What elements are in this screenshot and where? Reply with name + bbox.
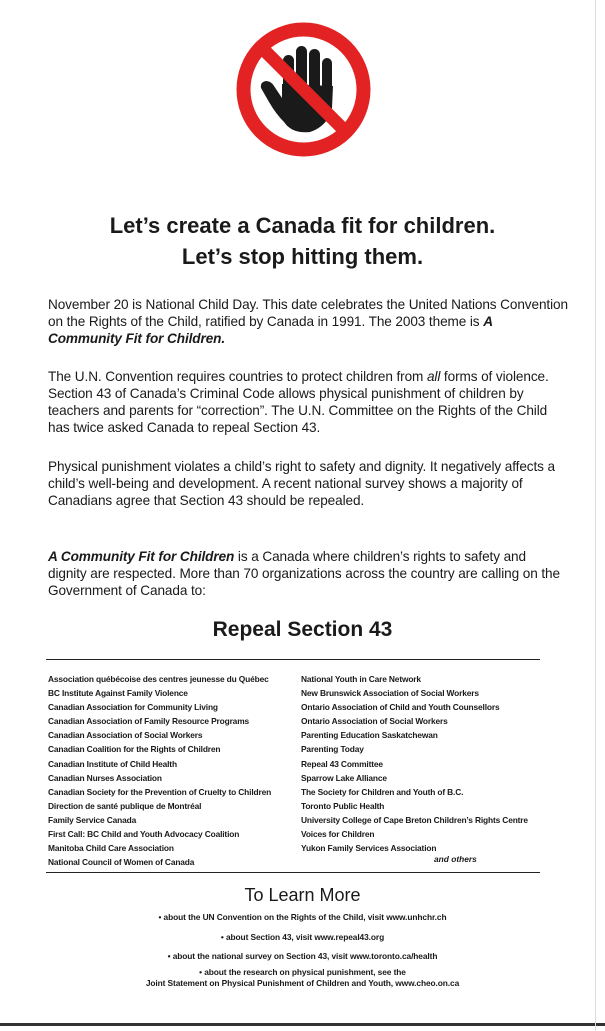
and-others-note: and others: [434, 854, 477, 864]
headline-line-1: Let’s create a Canada fit for children.: [109, 213, 496, 238]
organization-item: University College of Cape Breton Children’s Rights Centre: [301, 814, 528, 825]
repeal-heading: Repeal Section 43: [212, 618, 393, 641]
learn-more-research-line-1: • about the research on physical punishment, see the: [199, 967, 406, 977]
headline-line-2: Let’s stop hitting them.: [181, 244, 424, 269]
paragraph-un-convention: [48, 368, 568, 436]
organization-item: Repeal 43 Committee: [301, 758, 383, 769]
organization-item: First Call: BC Child and Youth Advocacy Coalition: [48, 829, 240, 840]
organization-item: Canadian Nurses Association: [48, 772, 162, 783]
organization-item: Canadian Association for Community Living: [48, 702, 218, 713]
paragraph-text: is a Canada where children’s rights to safety and dignity are respected. More than 70 organizations across the country are calling on the Government of Canada to:: [48, 549, 560, 598]
paragraph-national-child-day: [48, 296, 568, 347]
organization-item: Canadian Society for the Prevention of Cruelty to Children: [48, 786, 272, 797]
organization-item: Direction de santé publique de Montréal: [48, 800, 202, 811]
organization-item: New Brunswick Association of Social Workers: [301, 688, 479, 699]
organization-item: Canadian Coalition for the Rights of Children: [48, 744, 221, 755]
page-bottom-border: [0, 1023, 605, 1026]
organization-item: Association québécoise des centres jeunesse du Québec: [48, 674, 269, 684]
learn-more-section-43: • about Section 43, visit www.repeal43.org: [220, 932, 385, 942]
organizations-right-column: [301, 672, 528, 855]
organization-item: Canadian Association of Social Workers: [48, 730, 203, 741]
paragraph-text: forms of violence. Section 43 of Canada’s Criminal Code allows physical punishment of children by teachers and parents for “correction”. The U.N. Committee on the Rights of the Child has twice asked Canada to repeal Section 43.: [48, 369, 549, 435]
organization-item: Manitoba Child Care Association: [48, 843, 174, 854]
organization-item: Sparrow Lake Alliance: [301, 772, 387, 783]
organization-item: National Youth in Care Network: [301, 674, 421, 684]
paragraph-physical-punishment: Physical punishment violates a child’s right to safety and dignity. It negatively affects a child’s well-being and development. A recent national survey shows a majority of Canadians agree that Section 43 should be repealed.: [48, 459, 555, 508]
organization-item: Ontario Association of Child and Youth Counsellors: [301, 702, 500, 713]
community-emphasis: A Community Fit for Children: [48, 549, 235, 564]
learn-more-un-convention: • about the UN Convention on the Rights of the Child, visit www.unhchr.ch: [158, 912, 447, 922]
learn-more-research-line-2: Joint Statement on Physical Punishment of Children and Youth, www.cheo.on.ca: [145, 978, 460, 988]
organization-item: Yukon Family Services Association: [301, 843, 437, 854]
organization-item: Family Service Canada: [48, 814, 137, 825]
organization-item: Parenting Education Saskatchewan: [301, 730, 438, 741]
paragraph-text: The U.N. Convention requires countries to protect children from: [48, 369, 427, 384]
organization-item: Voices for Children: [301, 829, 375, 840]
learn-more-research: [0, 967, 605, 989]
learn-more-title: To Learn More: [244, 885, 361, 905]
organization-item: Parenting Today: [301, 744, 364, 755]
organization-item: BC Institute Against Family Violence: [48, 688, 188, 699]
paragraph-community-fit: [48, 548, 568, 599]
all-emphasis: all: [426, 369, 441, 384]
organization-item: Canadian Association of Family Resource Programs: [48, 716, 249, 727]
paragraph-text: November 20 is National Child Day. This date celebrates the United Nations Convention on the Rights of the Child, ratified by Canada in 1991. The 2003 theme is: [48, 297, 568, 329]
organization-item: Ontario Association of Social Workers: [301, 716, 448, 727]
divider-top: [46, 659, 540, 660]
organization-item: Canadian Institute of Child Health: [48, 758, 177, 769]
organization-item: The Society for Children and Youth of B.C.: [301, 786, 464, 797]
stop-hand-prohibition-icon: [236, 22, 371, 157]
organization-item: National Council of Women of Canada: [48, 857, 195, 868]
learn-more-survey: • about the national survey on Section 43, visit www.toronto.ca/health: [167, 951, 438, 961]
page-right-edge: [595, 0, 596, 1031]
headline: [0, 210, 605, 272]
theme-emphasis: A Community Fit for Children.: [48, 314, 493, 346]
divider-bottom: [46, 872, 540, 873]
organizations-left-column: [48, 672, 271, 869]
organization-item: Toronto Public Health: [301, 800, 385, 811]
